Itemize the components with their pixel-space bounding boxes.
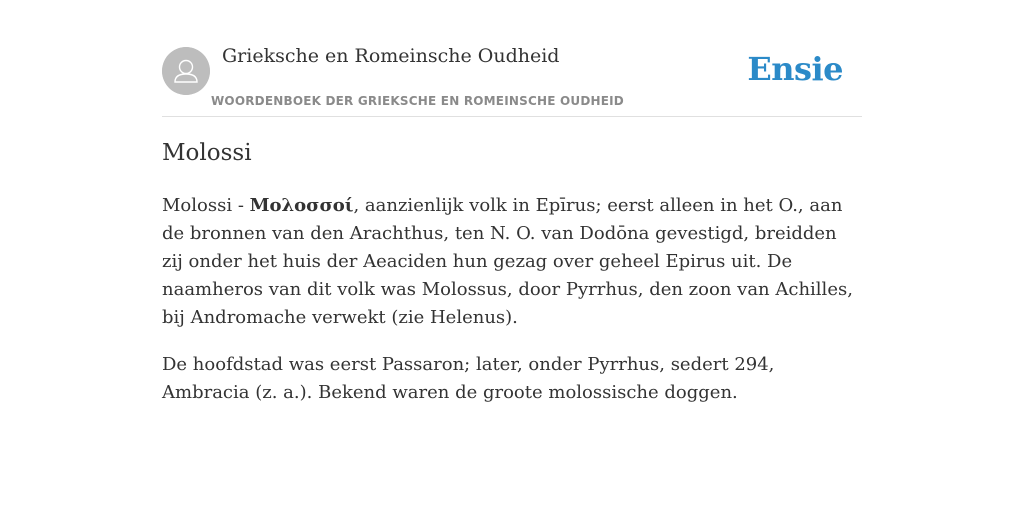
header (162, 0, 862, 117)
entry-content (162, 192, 862, 426)
brand-logo[interactable]: Ensie (747, 50, 843, 88)
user-avatar-icon[interactable] (162, 47, 210, 95)
entry-paragraph-1-text: , aanzienlijk volk in Epīrus; eerst alleen in het O., aan de bronnen van den Arachthus, ten N. O. van Dodōna gevestigd, breidden zij onder het huis der Aeaciden hun gezag over geheel Epirus uit. De naamheros van dit volk was Molossus, door Pyrrhus, den zoon van Achilles, bij Andromache verwekt (zie Helenus). (162, 195, 853, 328)
source-title-link[interactable]: Grieksche en Romeinsche Oudheid (222, 45, 560, 67)
greek-term: Μολοσσοί (249, 195, 354, 216)
entry-paragraph-2: De hoofdstad was eerst Passaron; later, onder Pyrrhus, sedert 294, Ambracia (z. a.). Bekend waren de groote molossische doggen. (162, 354, 775, 403)
entry-paragraph-1 (162, 192, 862, 332)
source-subtitle: WOORDENBOEK DER GRIEKSCHE EN ROMEINSCHE OUDHEID (211, 94, 624, 108)
entry-title: Molossi (162, 140, 252, 166)
entry-lead: Molossi - (162, 195, 250, 216)
